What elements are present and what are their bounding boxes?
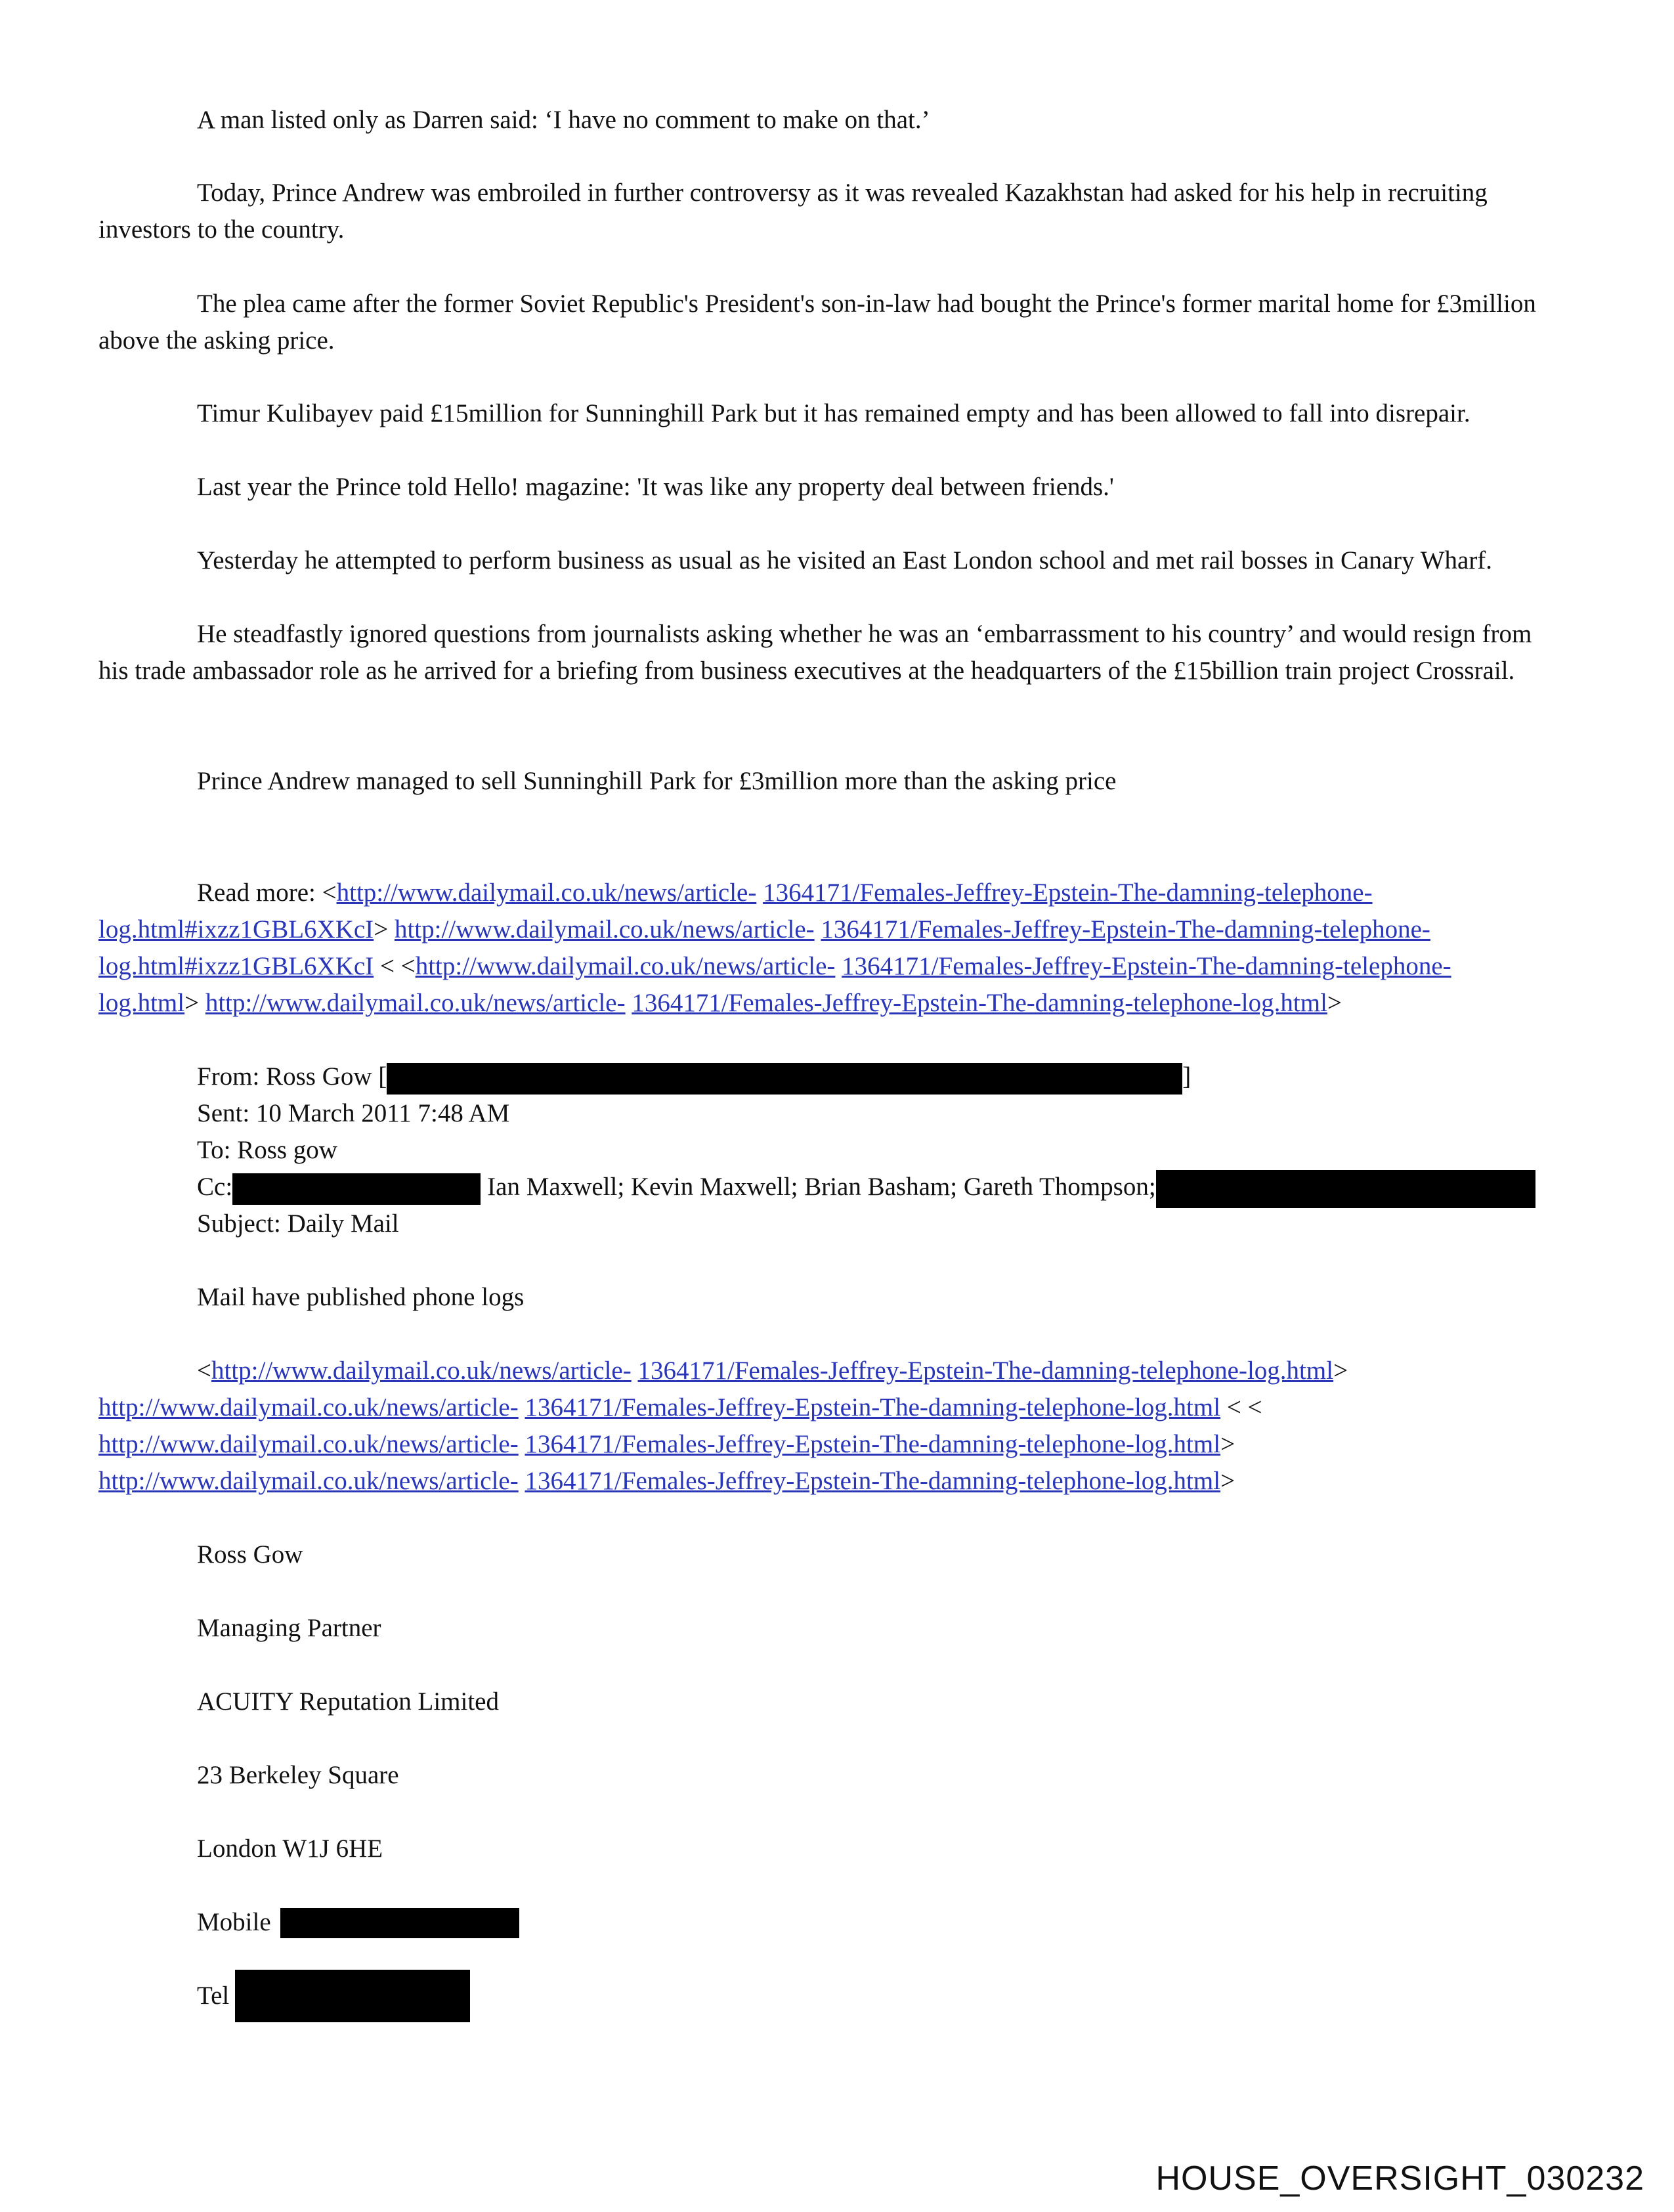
cc-names: Ian Maxwell; Kevin Maxwell; Brian Basham; Gareth Thompson; — [487, 1173, 1156, 1201]
from-close: ] — [1182, 1062, 1191, 1091]
paragraph-hello-magazine: Last year the Prince told Hello! magazine: 'It was like any property deal between friends.' — [197, 473, 1114, 501]
signature-address-city: London W1J 6HE — [197, 1834, 383, 1863]
article-link[interactable]: 1364171/Females-Jeffrey-Epstein-The-damning-telephone-log.html — [632, 989, 1327, 1017]
links-line-2 — [98, 1389, 1262, 1426]
redaction-block — [235, 1970, 470, 2022]
read-more-line-4 — [98, 985, 1342, 1022]
cc-label: Cc: — [197, 1173, 233, 1201]
tel-label: Tel — [197, 1982, 230, 2010]
link-separator: > — [1327, 989, 1342, 1017]
paragraph-ignored-questions: He steadfastly ignored questions from journalists asking whether he was an ‘embarrassment to his country’ and would resign from his trade ambassador role as he arrived for a briefing from business executives at the headquarters of the £15billion train project Crossrail. — [98, 620, 1532, 685]
link-separator: < < — [1220, 1393, 1262, 1421]
signature-mobile — [197, 1904, 271, 1941]
article-link[interactable]: http://www.dailymail.co.uk/news/article- — [98, 1467, 519, 1495]
redaction-block — [232, 1173, 481, 1205]
link-separator: > — [1220, 1467, 1235, 1495]
read-more-line-1 — [197, 875, 1373, 911]
read-more-label: Read more: < — [197, 878, 337, 907]
redaction-block — [280, 1908, 519, 1938]
mobile-label: Mobile — [197, 1908, 271, 1936]
article-link[interactable]: http://www.dailymail.co.uk/news/article- — [98, 1393, 519, 1421]
paragraph-business-as-usual: Yesterday he attempted to perform business as usual as he visited an East London school and met rail bosses in Canary Wharf. — [197, 546, 1493, 575]
article-link[interactable]: 1364171/Females-Jeffrey-Epstein-The-damning-telephone- — [821, 915, 1430, 943]
article-link[interactable]: http://www.dailymail.co.uk/news/article- — [98, 1430, 519, 1458]
read-more-line-3 — [98, 948, 1451, 985]
article-link[interactable]: 1364171/Females-Jeffrey-Epstein-The-damning-telephone-log.html — [637, 1356, 1334, 1385]
read-more-line-2 — [98, 911, 1430, 948]
links-line-3 — [98, 1426, 1235, 1463]
article-link[interactable]: http://www.dailymail.co.uk/news/article- — [336, 878, 757, 907]
email-cc — [197, 1169, 1535, 1208]
email-from — [197, 1058, 1191, 1095]
article-link[interactable]: log.html — [98, 989, 185, 1017]
links-line-1 — [197, 1353, 1348, 1389]
redaction-block — [1156, 1170, 1535, 1208]
link-separator: > — [374, 915, 395, 943]
signature-company: ACUITY Reputation Limited — [197, 1687, 499, 1716]
article-link[interactable]: log.html#ixzz1GBL6XKcI — [98, 915, 374, 943]
email-to: To: Ross gow — [197, 1136, 337, 1164]
article-link[interactable]: 1364171/Females-Jeffrey-Epstein-The-damning-telephone- — [763, 878, 1373, 907]
link-separator: > — [1333, 1356, 1348, 1385]
article-link[interactable]: log.html#ixzz1GBL6XKcI — [98, 952, 374, 980]
article-link[interactable]: http://www.dailymail.co.uk/news/article- — [415, 952, 836, 980]
signature-title: Managing Partner — [197, 1614, 381, 1642]
email-sent: Sent: 10 March 2011 7:48 AM — [197, 1099, 510, 1127]
paragraph-sold-sunninghill: Prince Andrew managed to sell Sunninghill Park for £3million more than the asking price — [197, 767, 1117, 795]
link-separator: > — [184, 989, 205, 1017]
article-link[interactable]: 1364171/Females-Jeffrey-Epstein-The-damning-telephone-log.html — [525, 1393, 1221, 1421]
bates-number: HOUSE_OVERSIGHT_030232 — [1155, 2159, 1644, 2198]
article-link[interactable]: 1364171/Females-Jeffrey-Epstein-The-damning-telephone-log.html — [525, 1430, 1221, 1458]
email-subject: Subject: Daily Mail — [197, 1209, 399, 1238]
article-link[interactable]: 1364171/Females-Jeffrey-Epstein-The-damning-telephone-log.html — [525, 1467, 1221, 1495]
link-separator: < < — [374, 952, 416, 980]
signature-name: Ross Gow — [197, 1540, 303, 1569]
email-body-text: Mail have published phone logs — [197, 1283, 525, 1311]
paragraph-darren-comment: A man listed only as Darren said: ‘I have no comment to make on that.’ — [197, 106, 930, 134]
link-separator: < — [197, 1356, 211, 1385]
from-label: From: Ross Gow [ — [197, 1062, 387, 1091]
paragraph-plea: The plea came after the former Soviet Republic's President's son-in-law had bought the Prince's former marital home for £3million above the asking price. — [98, 290, 1536, 355]
redaction-block — [387, 1063, 1182, 1095]
article-link[interactable]: 1364171/Females-Jeffrey-Epstein-The-damning-telephone- — [842, 952, 1451, 980]
signature-tel — [197, 1978, 229, 2014]
article-link[interactable]: http://www.dailymail.co.uk/news/article- — [205, 989, 626, 1017]
article-link[interactable]: http://www.dailymail.co.uk/news/article- — [394, 915, 815, 943]
paragraph-kulibayev: Timur Kulibayev paid £15million for Sunninghill Park but it has remained empty and has been allowed to fall into disrepair. — [197, 399, 1470, 427]
article-link[interactable]: http://www.dailymail.co.uk/news/article- — [211, 1356, 632, 1385]
links-line-4 — [98, 1463, 1235, 1500]
signature-address-street: 23 Berkeley Square — [197, 1761, 399, 1789]
paragraph-kazakhstan: Today, Prince Andrew was embroiled in further controversy as it was revealed Kazakhstan had asked for his help in recruiting investors to the country. — [98, 179, 1488, 244]
link-separator: > — [1220, 1430, 1235, 1458]
